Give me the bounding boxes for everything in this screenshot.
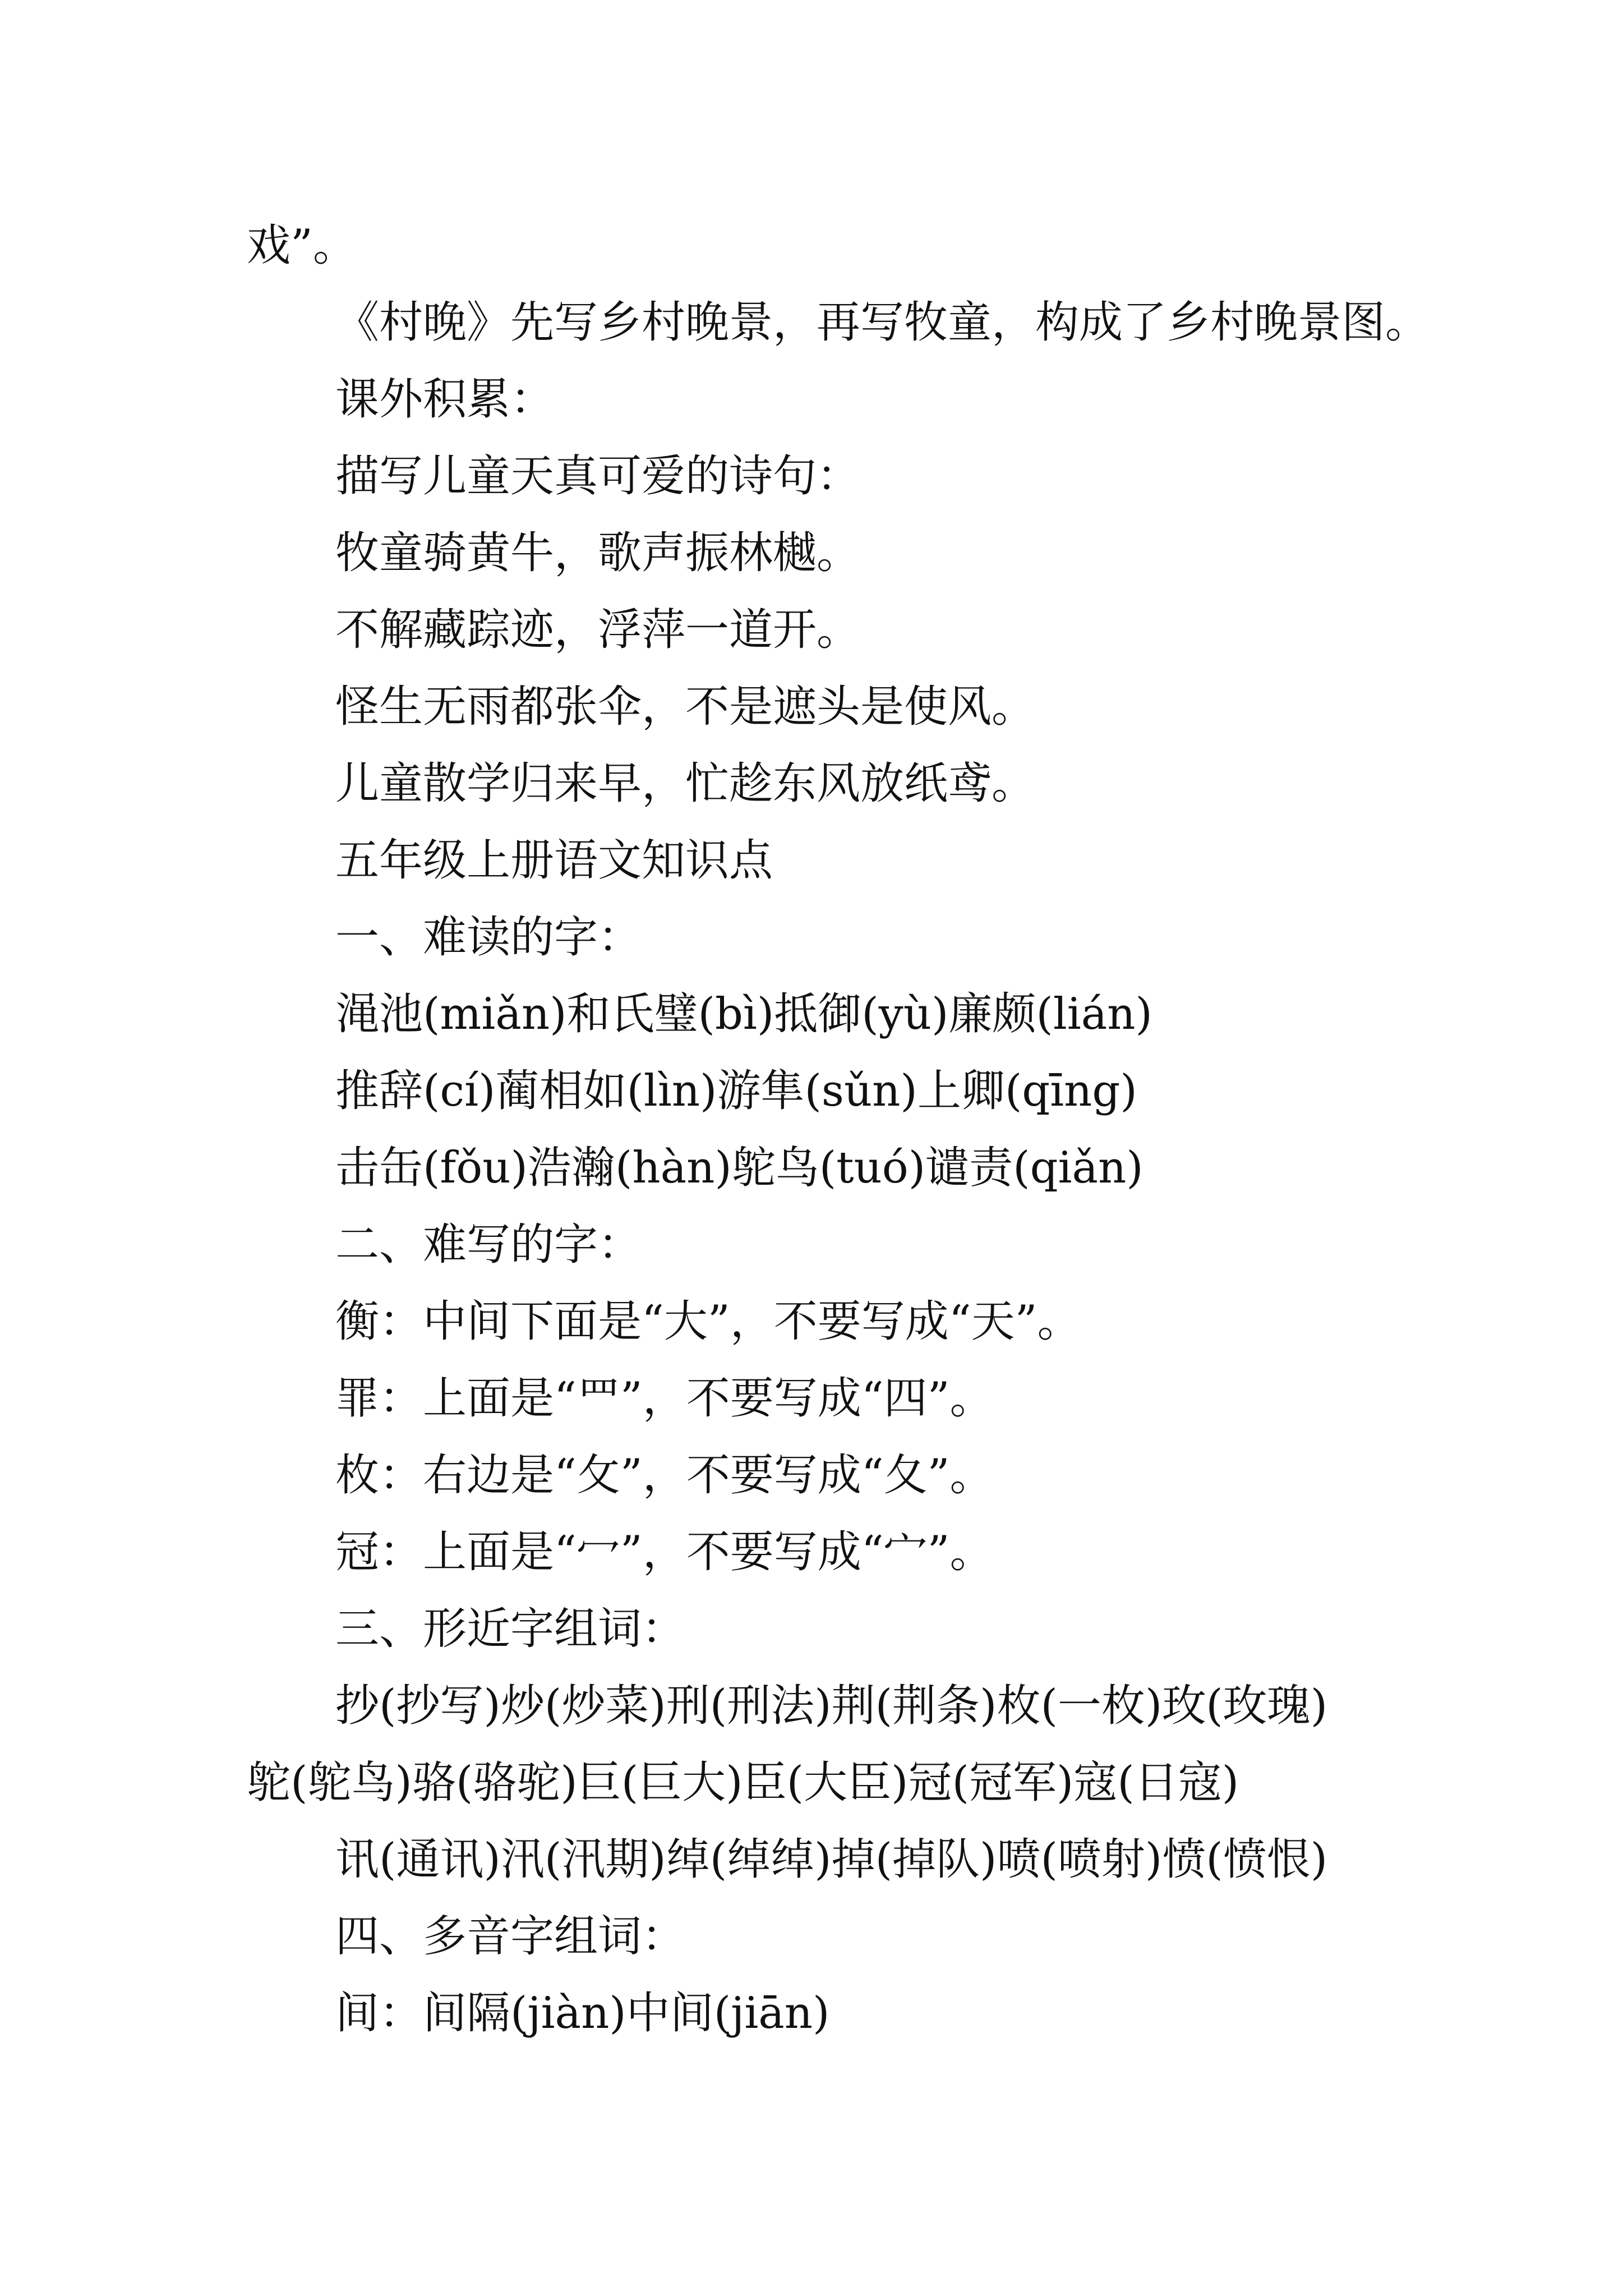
text-line-poem-4: 儿童散学归来早，忙趁东风放纸鸢。 [335,758,1036,809]
text-line-reading-2: 推辞(cí)蔺相如(lìn)游隼(sǔn)上卿(qīng) [335,1066,1137,1116]
text-line-similar-2: 鸵(鸵鸟)骆(骆驼)巨(巨大)臣(大臣)冠(冠军)寇(日寇) [247,1757,1239,1808]
heading-similar-characters: 三、形近字组词： [335,1604,686,1654]
text-line-writing-4: 冠：上面是“冖”，不要写成“宀”。 [335,1527,994,1577]
heading-difficult-reading: 一、难读的字： [335,912,642,963]
text-line-writing-2: 罪：上面是“罒”，不要写成“四”。 [335,1373,994,1424]
heading-difficult-writing: 二、难写的字： [335,1220,642,1270]
text-line-continuation: 戏”。 [247,220,357,271]
text-line-polyphonic-1: 间：间隔(jiàn)中间(jiān) [335,1988,830,2039]
text-line-reading-1: 渑池(miǎn)和氏璧(bì)抵御(yù)廉颇(lián) [335,989,1152,1039]
text-line-similar-3: 讯(通讯)汛(汛期)绰(绰绰)掉(掉队)喷(喷射)愤(愤恨) [335,1834,1328,1885]
document-text [247,208,1430,2052]
heading-polyphonic-characters: 四、多音字组词： [335,1911,686,1962]
text-line-extracurricular-heading: 课外积累： [335,374,555,425]
text-line-poem-2: 不解藏踪迹，浮萍一道开。 [335,605,861,655]
text-line-writing-3: 枚：右边是“攵”，不要写成“夂”。 [335,1450,994,1501]
text-line-poem-3: 怪生无雨都张伞，不是遮头是使风。 [335,682,1036,732]
text-line-writing-1: 衡：中间下面是“大”，不要写成“天”。 [335,1296,1081,1347]
text-line-poems-heading: 描写儿童天真可爱的诗句： [335,451,861,501]
section-title: 五年级上册语文知识点 [335,835,773,886]
text-line-similar-1: 抄(抄写)炒(炒菜)刑(刑法)荆(荆条)枚(一枚)玫(玫瑰) [335,1681,1328,1731]
text-line-cunwan-summary: 《村晚》先写乡村晚景，再写牧童，构成了乡村晚景图。 [335,297,1430,348]
text-line-poem-1: 牧童骑黄牛，歌声振林樾。 [335,528,861,578]
text-line-reading-3: 击缶(fǒu)浩瀚(hàn)鸵鸟(tuó)谴责(qiǎn) [335,1143,1144,1193]
